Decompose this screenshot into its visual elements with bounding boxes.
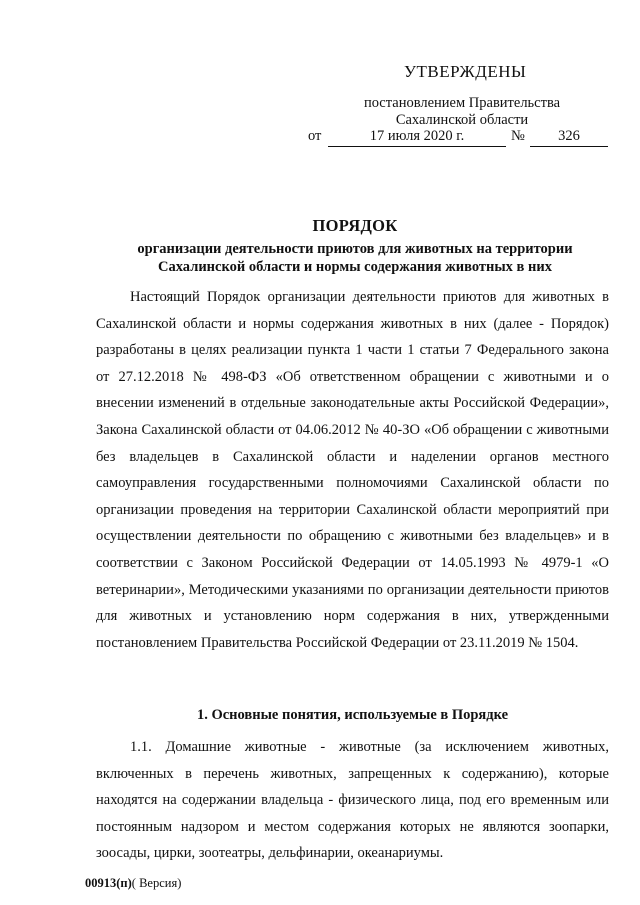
decree-date: 17 июля 2020 г. — [328, 128, 506, 147]
decree-date-row — [308, 128, 608, 148]
decree-reference — [352, 95, 572, 129]
subtitle-line-1: организации деятельности приютов для животных на территории — [137, 241, 573, 257]
decree-number: 326 — [530, 128, 608, 147]
section-1-heading: 1. Основные понятия, используемые в Порядке — [196, 707, 509, 723]
footer-version: ( Версия) — [131, 876, 182, 890]
decree-line-2: Сахалинской области — [395, 112, 529, 128]
decree-line-1: постановлением Правительства — [363, 95, 561, 111]
number-label: № — [511, 128, 525, 144]
approved-stamp: УТВЕРЖДЕНЫ — [404, 62, 527, 81]
document-subtitle — [110, 240, 600, 276]
footer-code — [85, 876, 181, 891]
document-title: ПОРЯДОК — [312, 216, 398, 235]
footer-code-number: 00913(п) — [85, 876, 132, 890]
from-label: от — [308, 128, 322, 144]
section-1-paragraph-1: 1.1. Домашние животные - животные (за исключением животных, включенных в перечень животных, запрещенных к содержанию), которые находятся на содержании владельца - физического лица, под его временным или постоянным надзором и местом содержания которых не являются зоопарки, зоосады, цирки, зоотеатры, дельфинарии, океанариумы. — [96, 739, 609, 862]
intro-paragraph: Настоящий Порядок организации деятельности приютов для животных в Сахалинской области и нормы содержания животных в них (далее - Порядок) разработаны в целях реализации пункта 1 части 1 статьи 7 Федерального закона от 27.12.2018 № 498-ФЗ «Об ответственном обращении с животными и о внесении изменений в отдельные законодательные акты Российской Федерации», Закона Сахалинской области от 04.06.2012 № 40-ЗО «Об обращении с животными без владельцев в Сахалинской области и наделении органов местного самоуправления государственными полномочиями Сахалинской области по организации проведения на территории Сахалинской области мероприятий при осуществлении деятельности по обращению с животными без владельцев» и в соответствии с Законом Российской Федерации от 14.05.1993 № 4979-1 «О ветеринарии», Методическими указаниями по организации деятельности приютов для животных и установлению норм содержания в них, утвержденными постановлением Правительства Российской Федерации от 23.11.2019 № 1504. — [96, 289, 609, 651]
subtitle-line-2: Сахалинской области и нормы содержания животных в них — [158, 259, 552, 275]
